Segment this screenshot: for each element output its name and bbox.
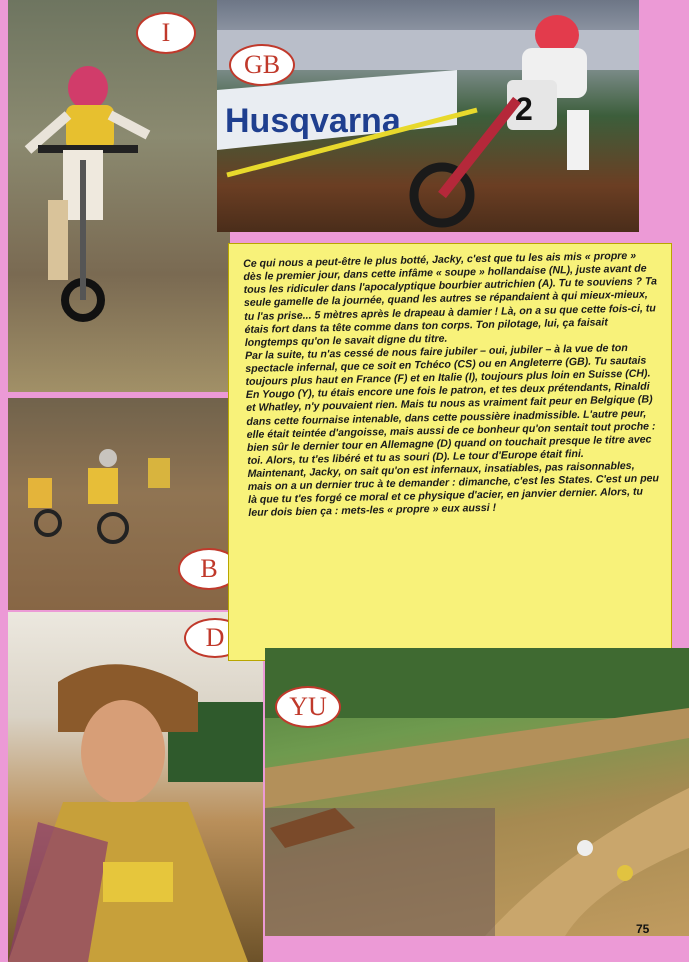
country-tag-b: B xyxy=(178,548,240,590)
country-tag-i: I xyxy=(136,12,196,54)
country-tag-gb: GB xyxy=(229,44,295,86)
photo-germany xyxy=(8,612,263,962)
husqvarna-banner-text: Husqvarna xyxy=(225,102,401,140)
country-tag-yu: YU xyxy=(275,686,341,728)
photo-belgium xyxy=(8,398,244,610)
photo-italy-jump xyxy=(8,0,230,392)
page-number: 75 xyxy=(636,922,650,936)
bib-number: 2 xyxy=(515,91,533,127)
article-text-box xyxy=(228,243,672,661)
photo-yugoslavia xyxy=(265,648,689,936)
rider-jump-illustration xyxy=(8,0,230,392)
rider-gb-illustration xyxy=(217,0,639,232)
article-body: Ce qui nous a peut-être le plus botté, Jacky, c'est que tu les ais mis « propre » dès le premier jour, dans cette infâme « soupe » hollandaise (NL), juste avant de tous les ridiculer dans l'apocalyptique bourbier autrichien (A). Tu te souviens ? Ta seule gamelle de la journée, quand les autres se répandaient à qui mieux-mieux, tu l'as prise... 5 mètres après le drapeau à damier ! Là, on a su que cette fois-ci, tu étais fort dans ta tête comme dans ton corps. Ton pilotage, lui, ça faisait longtemps qu'on le savait digne du titre. Par la suite, tu n'as cessé de nous faire jubiler – oui, jubiler – à la vue de ton spectacle infernal, que ce soit en Tchéco (CS) ou en Angleterre (GB). Tu sautais toujours plus haut en France (F) et en Italie (I), toujours plus loin en Suisse (CH). En Yougo (Y), tu étais encore une fois le patron, et tes deux prétendants, Rinaldi et Whatley, n'y pouvaient rien. Mais tu nous as vraiment fait peur en Belgique (B) dans cette fournaise intenable, dans cette poussière inadmissible. L'autre peur, elle était teintée d'angoisse, mais aussi de ce bonheur qu'on sentait tout proche : bien sûr le dernier tour en Allemagne (D) quand on touchait presque le titre avec toi. Alors, tu t'es libéré et tu as souri (D). Le tour d'Europe était fini. Maintenant, Jacky, on sait qu'on est infernaux, insatiables, pas raisonnables, mais on a un dernier truc à te demander : dimanche, c'est les States. C'est un peu là que tu t'es forgé ce moral et ce physique d'acier, en janvier dernier. Alors, tu leur dois bien ça : mets-les « propre » eux aussi ! xyxy=(243,249,660,520)
smiling-rider-illustration xyxy=(8,612,263,962)
photo-great-britain xyxy=(217,0,639,232)
country-tag-d: D xyxy=(184,618,246,658)
